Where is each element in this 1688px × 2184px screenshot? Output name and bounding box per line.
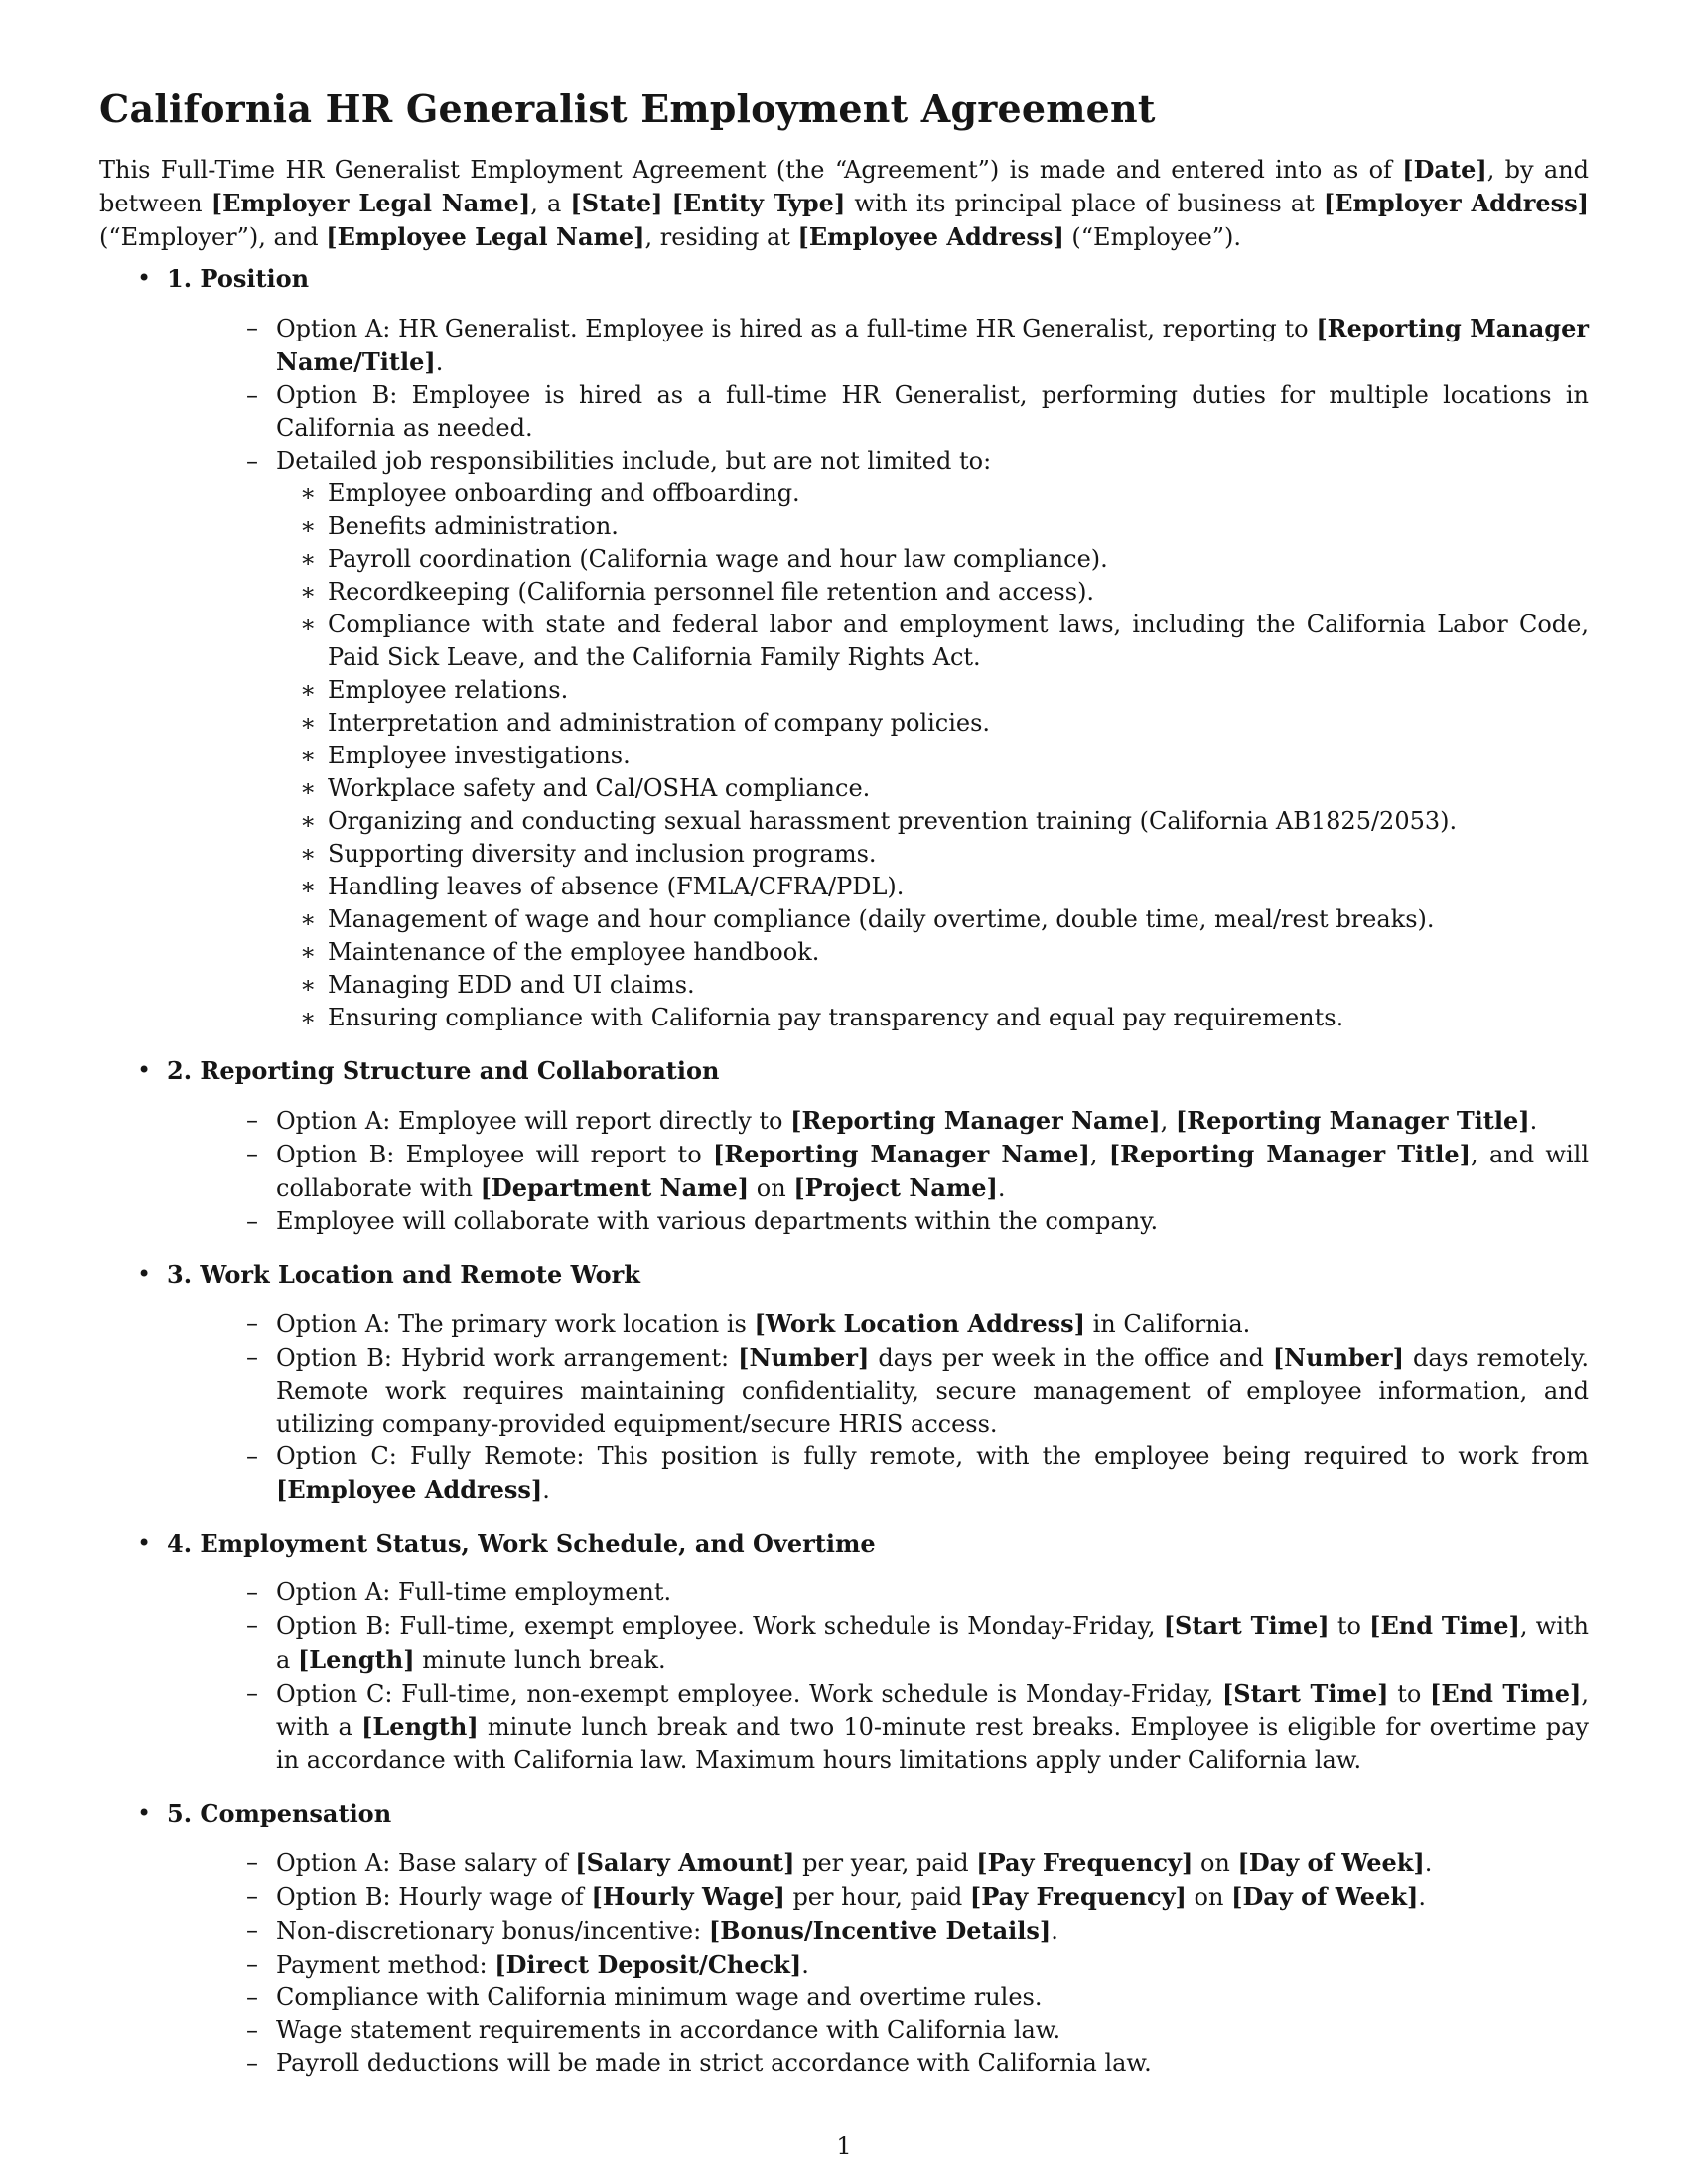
responsibility-item: ∗ Supporting diversity and inclusion programs. xyxy=(276,838,1589,871)
intro-text: This Full-Time HR Generalist Employment Agreement (the “Agreement”) is made and entered into as of xyxy=(99,156,1403,184)
option-item: – Option C: Full-time, non-exempt employee. Work schedule is Monday-Friday, [Start Time] to [End Time], with a [Length] minute lunch break and two 10-minute rest breaks. Employee is eligible for overtime pay in accordance with California law. Maximum hours limitations apply under California law. xyxy=(149,1677,1589,1777)
manager-name-placeholder: [Reporting Manager Name] xyxy=(790,1106,1161,1135)
responsibility-item: ∗ Maintenance of the employee handbook. xyxy=(276,936,1589,969)
intro-text: , a xyxy=(530,190,571,217)
end-time-placeholder: [End Time] xyxy=(1430,1679,1582,1707)
option-item: – Option B: Hourly wage of [Hourly Wage] per hour, paid [Pay Frequency] on [Day of Week]. xyxy=(149,1880,1589,1914)
options-list xyxy=(149,1846,1589,2080)
option-item: – Option C: Fully Remote: This position is fully remote, with the employee being required to work from [Employee Address]. xyxy=(149,1440,1589,1507)
options-list xyxy=(149,312,1589,1034)
bonus-placeholder: [Bonus/Incentive Details] xyxy=(708,1916,1052,1945)
day-of-week-placeholder: [Day of Week] xyxy=(1231,1882,1419,1911)
options-list xyxy=(149,1104,1589,1238)
intro-text: (“Employee”). xyxy=(1063,223,1242,251)
responsibility-item: ∗ Handling leaves of absence (FMLA/CFRA/PDL). xyxy=(276,871,1589,903)
start-time-placeholder: [Start Time] xyxy=(1221,1679,1389,1707)
manager-name-placeholder: [Reporting Manager Name] xyxy=(712,1140,1090,1168)
option-item: – Option B: Employee will report to [Reporting Manager Name], [Reporting Manager Title], and will collaborate with [Department Name] on [Project Name]. xyxy=(149,1138,1589,1205)
project-placeholder: [Project Name] xyxy=(793,1173,998,1202)
end-time-placeholder: [End Time] xyxy=(1369,1611,1520,1640)
section-heading: • 5. Compensation xyxy=(167,1799,392,1828)
responsibility-item: ∗ Interpretation and administration of company policies. xyxy=(276,707,1589,740)
responsibility-item: ∗ Workplace safety and Cal/OSHA compliance. xyxy=(276,772,1589,805)
hourly-wage-placeholder: [Hourly Wage] xyxy=(591,1882,785,1911)
responsibility-item: ∗ Recordkeeping (California personnel file retention and access). xyxy=(276,576,1589,609)
options-list xyxy=(149,1307,1589,1507)
option-item: – Option A: The primary work location is [Work Location Address] in California. xyxy=(149,1307,1589,1341)
responsibility-item: ∗ Management of wage and hour compliance (daily overtime, double time, meal/rest breaks). xyxy=(276,903,1589,936)
payment-method-placeholder: [Direct Deposit/Check] xyxy=(494,1950,802,1979)
day-of-week-placeholder: [Day of Week] xyxy=(1237,1848,1425,1877)
employee-address-placeholder: [Employee Address] xyxy=(797,222,1064,251)
responsibilities-list xyxy=(276,478,1589,1034)
manager-title-placeholder: [Reporting Manager Title] xyxy=(1108,1140,1471,1168)
option-item: – Employee will collaborate with various departments within the company. xyxy=(149,1205,1589,1238)
option-item: – Detailed job responsibilities include, but are not limited to: ∗ Employee onboarding and offboarding. ∗ Benefits administration. ∗ Payroll coordination (California wage and hour law compliance). ∗ Recordkeeping (California personnel file retention and access). ∗ Compliance with state and federal labor and employment laws, including the California Labor Code, Paid Sick Leave, and the California Family Rights Act. ∗ Employee relations. ∗ Interpretation and administration of company policies. ∗ Employee investigations. ∗ Workplace safety and Cal/OSHA compliance. ∗ Organizing and conducting sexual harassment prevention training (California AB1825/2053). ∗ Supporting diversity and inclusion programs. ∗ Handling leaves of absence (FMLA/CFRA/PDL). ∗ Management of wage and hour compliance (daily overtime, double time, meal/rest breaks). ∗ Maintenance of the employee handbook. ∗ Managing EDD and UI claims. ∗ Ensuring compliance with California pay transparency and equal pay requirements. xyxy=(149,445,1589,1034)
option-item: – Payment method: [Direct Deposit/Check]. xyxy=(149,1948,1589,1981)
intro-text: , by and between xyxy=(99,156,1590,217)
department-placeholder: [Department Name] xyxy=(480,1173,750,1202)
option-item: – Payroll deductions will be made in strict accordance with California law. xyxy=(149,2047,1589,2080)
intro-text: with its principal place of business at xyxy=(845,190,1324,217)
responsibility-item: ∗ Managing EDD and UI claims. xyxy=(276,969,1589,1002)
options-list xyxy=(149,1576,1589,1777)
option-item: – Option A: Full-time employment. xyxy=(149,1576,1589,1609)
section-reporting xyxy=(99,1054,1589,1238)
length-placeholder: [Length] xyxy=(297,1645,415,1674)
section-heading: • 2. Reporting Structure and Collaboration xyxy=(167,1056,720,1085)
option-item: – Option B: Full-time, exempt employee. Work schedule is Monday-Friday, [Start Time] to [End Time], with a [Length] minute lunch break. xyxy=(149,1609,1589,1677)
responsibility-item: ∗ Ensuring compliance with California pay transparency and equal pay requirements. xyxy=(276,1002,1589,1034)
work-location-placeholder: [Work Location Address] xyxy=(754,1309,1085,1338)
intro-text xyxy=(662,190,671,217)
option-item: – Option A: Employee will report directly to [Reporting Manager Name], [Reporting Manager Title]. xyxy=(149,1104,1589,1138)
page-number: 1 xyxy=(836,2132,852,2160)
start-time-placeholder: [Start Time] xyxy=(1163,1611,1330,1640)
manager-title-placeholder: [Reporting Manager Title] xyxy=(1175,1106,1530,1135)
salary-placeholder: [Salary Amount] xyxy=(575,1848,795,1877)
option-item: – Option B: Hybrid work arrangement: [Number] days per week in the office and [Number] days remotely. Remote work requires maintaining confidentiality, secure management of employee information, and utilizing company-provided equipment/secure HRIS access. xyxy=(149,1341,1589,1440)
pay-frequency-placeholder: [Pay Frequency] xyxy=(976,1848,1194,1877)
responsibility-item: ∗ Benefits administration. xyxy=(276,510,1589,543)
responsibility-item: ∗ Employee relations. xyxy=(276,674,1589,707)
state-placeholder: [State] xyxy=(570,189,663,217)
document-title: California HR Generalist Employment Agreement xyxy=(99,86,1156,131)
option-item: – Option B: Employee is hired as a full-time HR Generalist, performing duties for multiple locations in California as needed. xyxy=(149,379,1589,445)
section-position xyxy=(99,262,1589,1034)
reporting-manager-placeholder: [Reporting Manager Name/Title] xyxy=(276,314,1590,376)
intro-paragraph xyxy=(99,153,1589,254)
responsibility-item: ∗ Employee onboarding and offboarding. xyxy=(276,478,1589,510)
employee-address-placeholder: [Employee Address] xyxy=(276,1475,543,1504)
length-placeholder: [Length] xyxy=(361,1712,479,1741)
option-item: – Wage statement requirements in accordance with California law. xyxy=(149,2014,1589,2047)
sections-list xyxy=(99,262,1589,2080)
date-placeholder: [Date] xyxy=(1402,155,1487,184)
section-heading: • 4. Employment Status, Work Schedule, and Overtime xyxy=(167,1529,876,1558)
entity-type-placeholder: [Entity Type] xyxy=(671,189,846,217)
responsibility-item: ∗ Organizing and conducting sexual harassment prevention training (California AB1825/2053). xyxy=(276,805,1589,838)
option-item: – Option A: HR Generalist. Employee is hired as a full-time HR Generalist, reporting to [Reporting Manager Name/Title]. xyxy=(149,312,1589,379)
section-employment-status xyxy=(99,1527,1589,1777)
number-placeholder: [Number] xyxy=(1272,1343,1405,1372)
section-compensation xyxy=(99,1797,1589,2080)
option-item: – Option A: Base salary of [Salary Amount] per year, paid [Pay Frequency] on [Day of Week]. xyxy=(149,1846,1589,1880)
responsibility-item: ∗ Employee investigations. xyxy=(276,740,1589,772)
intro-text: , residing at xyxy=(644,223,798,251)
section-heading: • 3. Work Location and Remote Work xyxy=(167,1260,640,1289)
intro-text: (“Employer”), and xyxy=(99,223,327,251)
option-item: – Non-discretionary bonus/incentive: [Bonus/Incentive Details]. xyxy=(149,1914,1589,1948)
responsibility-item: ∗ Payroll coordination (California wage and hour law compliance). xyxy=(276,543,1589,576)
option-item: – Compliance with California minimum wage and overtime rules. xyxy=(149,1981,1589,2014)
section-heading: • 1. Position xyxy=(167,264,310,293)
employer-address-placeholder: [Employer Address] xyxy=(1323,189,1589,217)
number-placeholder: [Number] xyxy=(738,1343,870,1372)
employee-name-placeholder: [Employee Legal Name] xyxy=(326,222,645,251)
responsibility-item: ∗ Compliance with state and federal labor and employment laws, including the California Labor Code, Paid Sick Leave, and the California Family Rights Act. xyxy=(276,609,1589,674)
pay-frequency-placeholder: [Pay Frequency] xyxy=(969,1882,1187,1911)
section-work-location xyxy=(99,1258,1589,1507)
employer-name-placeholder: [Employer Legal Name] xyxy=(211,189,531,217)
